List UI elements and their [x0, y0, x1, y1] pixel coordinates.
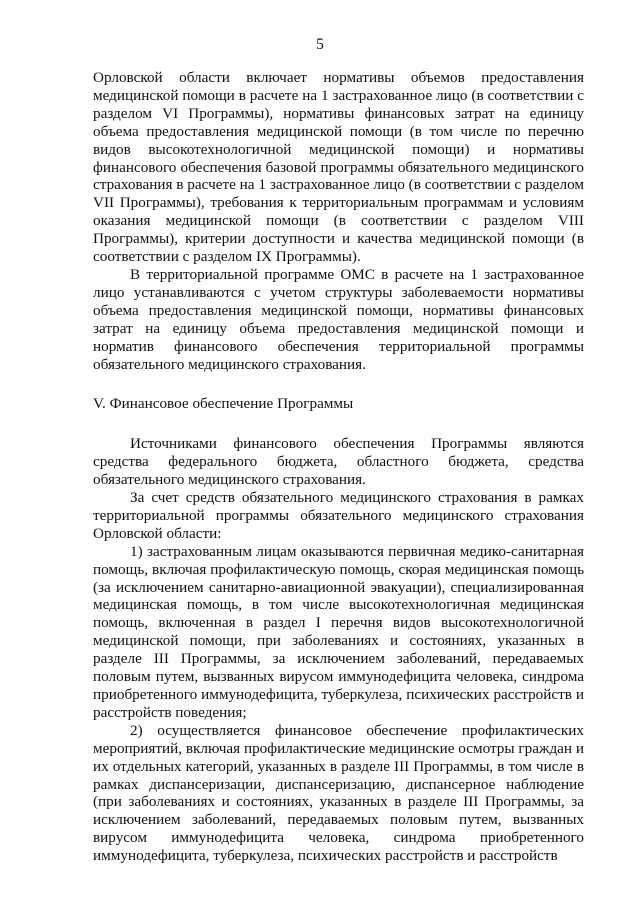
paragraph-oms-scope-intro: За счет средств обязательного медицинского страхования в рамках территориальной программы обязательного медицинского страхования Орловской области:: [93, 489, 584, 542]
document-body: [93, 69, 584, 865]
page-number: 5: [316, 36, 324, 53]
list-item-1: 1) застрахованным лицам оказываются первичная медико-санитарная помощь, включая профилактическую помощь, скорая медицинская помощь (за исключением санитарно-авиационной эвакуации), специализированная медицинская помощь, в том числе высокотехнологичная медицинская помощь, включенная в раздел I перечня видов высокотехнологичной медицинской помощи, при заболеваниях и состояниях, указанных в разделе III Программы, за исключением заболеваний, передаваемых половым путем, вызванных вирусом иммунодефицита человека, синдрома приобретенного иммунодефицита, туберкулеза, психических расстройств и расстройств поведения;: [93, 542, 584, 721]
section-heading: V. Финансовое обеспечение Программы: [93, 395, 354, 413]
paragraph-program-contents: Орловской области включает нормативы объемов предоставления медицинской помощи в расчете на 1 застрахованное лицо (в соответствии с разделом VI Программы), нормативы финансовых затрат на единицу объема предоставления медицинской помощи (в том числе по перечню видов высокотехнологичной медицинской помощи) и нормативы финансового обеспечения базовой программы обязательного медицинского страхования в расчете на 1 застрахованное лицо (в соответствии с разделом VII Программы), требования к территориальным программам и условиям оказания медицинской помощи (в соответствии с разделом VIII Программы), критерии доступности и качества медицинской помощи (в соответствии с разделом IX Программы).: [93, 69, 584, 266]
paragraph-funding-sources: Источниками финансового обеспечения Программы являются средства федерального бюджета, областного бюджета, средства обязательного медицинского страхования.: [93, 435, 584, 489]
paragraph-oms-norms: В территориальной программе ОМС в расчете на 1 застрахованное лицо устанавливаются с учетом структуры заболеваемости нормативы объема предоставления медицинской помощи, нормативы финансовых затрат на единицу объема предоставления медицинской помощи и норматив финансового обеспечения территориальной программы обязательного медицинского страхования.: [93, 265, 584, 373]
list-item-2: 2) осуществляется финансовое обеспечение профилактических мероприятий, включая профилактические медицинские осмотры граждан и их отдельных категорий, указанных в разделе III Программы, в том числе в рамках диспансеризации, диспансеризацию, диспансерное наблюдение (при заболеваниях и состояниях, указанных в разделе III Программы, за исключением заболеваний, передаваемых половым путем, вызванных вирусом иммунодефицита человека, синдрома приобретенного иммунодефицита, туберкулеза, психических расстройств и расстройств: [93, 721, 584, 865]
